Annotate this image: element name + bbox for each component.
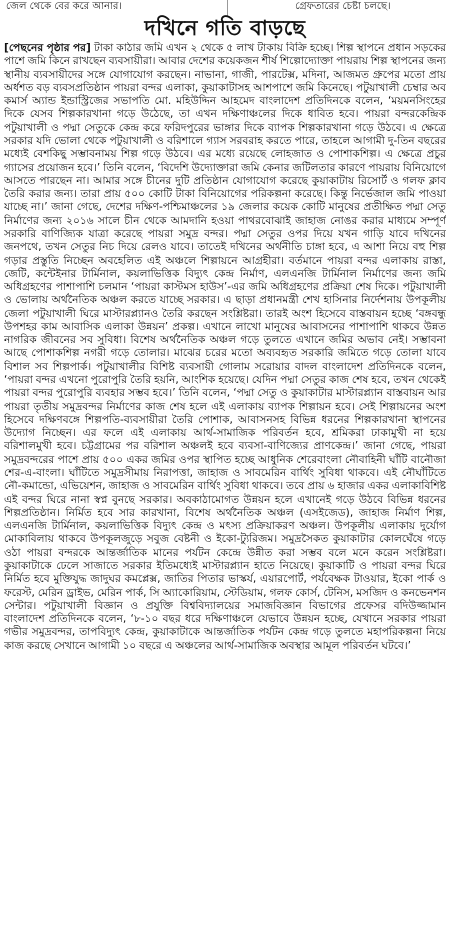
continuation-marker: [পেছনের পৃষ্ঠার পর] [4, 42, 91, 54]
column-divider [227, 0, 228, 16]
previous-column-right-text: গ্রেফতারের চেষ্টা চলছে। [295, 1, 391, 12]
article-headline: দখিনে গতি বাড়ছে [144, 15, 306, 40]
article-body [4, 42, 446, 932]
previous-article-tail [0, 0, 450, 16]
previous-column-left-text: জেল থেকে বের করে আনার। [6, 1, 122, 12]
article-text: টাকা কাঠার জমি এখন ২ থেকে ৫ লাখ টাকায় বিক্রি হচ্ছে। শিল্প স্থাপনে প্রধান সড়কের পাশে জমি কিনে রাখছেন ব্যবসায়ীরা। আবার দেশের কয়েকজন শীর্ষ শিল্পোদ্যোক্তা পায়রায় শিল্প স্থাপনের জন্য স্থানীয় ব্যবসায়ীদের সঙ্গে যোগাযোগ করছেন। নাভানা, গাজী, পারটেক্স, মদিনা, আজমত গ্রুপের মতো প্রায় অর্ধশত বড় ব্যবসপ্রতিষ্ঠান পায়রা বন্দর এলাকা, কুয়াকাটাসহ আশপাশে জমি কিনেছে। পটুয়াখালী চেম্বার অব কমার্স অ্যান্ড ইন্ডাস্ট্রিজের সভাপতি মো. মহিউদ্দিন আহমেদ বাংলাদেশ প্রতিদিনকে বলেন, ‘ময়মনসিংহের দিকে যেসব শিল্পকারখানা গড়ে উঠেছে, তা এখন দক্ষিণাঞ্চলের দিকে ধাবিত হবে। পায়রা বন্দরকেন্দ্রিক পটুয়াখালী ও পদ্মা সেতুকে কেন্দ্র করে ফরিদপুরের ভাঙ্গার দিকে ব্যাপক শিল্পকারখানা গড়ে উঠবে। এ ক্ষেত্রে সরকার যদি ভোলা থেকে পটুয়াখালী ও বরিশালে গ্যাস সরবরাহ করতে পারে, তাহলে আগামী দু-তিন বছরের মধ্যেই বেশকিছু সম্ভাবনাময় শিল্প গড়ে উঠবে। এর মধ্যে রয়েছে লোহজাত ও পোশাকশিল্প। এ ক্ষেত্রে প্রচুর গ্যাসের প্রয়োজন হবে।’ তিনি বলেন, ‘বিদেশি উদ্যোক্তারা জমি কেনার জটিলতার কারণে পায়রায় বিনিয়োগে আসতে পারছেন না। আমার সঙ্গে চীনের দুটি প্রতিষ্ঠান যোগাযোগ করেছে কুয়াকাটায় রিসোর্ট ও গলফ ক্লাব তৈরি করার জন্য। তারা প্রায় ৫০০ কোটি টাকা বিনিয়োগের পরিকল্পনা করেছে। কিন্তু নির্ভেজাল জমি পাওয়া যাচ্ছে না।’ জানা গেছে, দেশের দক্ষিণ-পশ্চিমাঞ্চলের ১৯ জেলার কয়েক কোটি মানুষের প্রতীক্ষিত পদ্মা সেতু নির্মাণের জন্য ২০১৬ সালে চীন থেকে আমদানি হওয়া পাথরবোঝাই জাহাজ নোঙর করার মাধ্যমে সম্পূর্ণ সরকারি বাণিজ্যিক যাত্রা করেছে পায়রা সমুদ্র বন্দর। পদ্মা সেতুর ওপর দিয়ে যখন গাড়ি যাবে দখিনের জনপথে, তখন সেতুর নিচ দিয়ে রেলও যাবে। তাতেই দখিনের অর্থনীতি চাঙ্গা হবে, এ আশা নিয়ে বহু শিল্প গড়ার প্রস্তুতি নিচ্ছেন অবহেলিত এই অঞ্চলে শিল্পায়নে আগ্রহীরা। বর্তমানে পায়রা বন্দর এলাকায় রাস্তা, জেটি, কন্টেইনার টার্মিনাল, কয়লাভিত্তিক বিদ্যুৎ কেন্দ্র নির্মাণ, এলএনজি টার্মিনাল নির্মাণের জন্য জমি অধিগ্রহণের পাশাপাশি চলমান ‘পায়রা কাস্টমস হাউস’-এর জমি অধিগ্রহণের প্রক্রিয়া শেষ দিকে। পটুয়াখালী ও ভোলায় অর্থনৈতিক অঞ্চল করতে যাচ্ছে সরকার। এ ছাড়া প্রধানমন্ত্রী শেখ হাসিনার নির্দেশনায় উপকূলীয় জেলা পটুয়াখালী ঘিরে মাস্টারপ্ল্যানও তৈরি করছেন সংশ্লিষ্টরা। তারই অংশ হিসেবে বাস্তবায়ন হচ্ছে ‘বঙ্গবন্ধু উপশহর কাম আবাসিক এলাকা উন্নয়ন’ প্রকল্প। এখানে লাখো মানুষের আবাসনের পাশাপাশি থাকবে উন্নত নাগরিক জীবনের সব সুবিধা। বিশেষ অর্থনৈতিক অঞ্চল গড়ে তুলতে এখানে জমির অভাব নেই। সম্ভাবনা আছে পোশাকশিল্প নগরী গড়ে তোলার। মাঝের চরের মতো অব্যবহৃত সরকারি জমিতে গড়ে তোলা যাবে বিশাল সব শিল্পপার্ক। পটুয়াখালীর বিশিষ্ট ব্যবসায়ী গোলাম সরোয়ার বাদল বাংলাদেশ প্রতিদিনকে বলেন, ‘পায়রা বন্দর এখনো পুরোপুরি তৈরি হয়নি, আংশিক হয়েছে। যেদিন পদ্মা সেতুর কাজ শেষ হবে, তখন থেকেই পায়রা বন্দর পুরোপুরি ব্যবহার সম্ভব হবে।’ তিনি বলেন, ‘পদ্মা সেতু ও কুয়াকাটার মাস্টারপ্ল্যান বাস্তবায়ন আর পায়রা তৃতীয় সমুদ্রবন্দর নির্মাণের কাজ শেষ হলে এই এলাকায় ব্যাপক শিল্পায়ন হবে। সেই শিল্পায়নের অংশ হিসেবে দক্ষিণবঙ্গে শিল্পপতি-ব্যবসায়ীরা তৈরি পোশাক, আবাসনসহ বিভিন্ন ধরনের শিল্পকারখানা স্থাপনের উদ্যোগ নিচ্ছেন। এর ফলে এই এলাকায় আর্থ-সামাজিক পরিবর্তন হবে, শ্রমিকরা ঢাকামুখী না হয়ে বরিশালমুখী হবে। চট্টগ্রামের পর বরিশাল অঞ্চলই হবে ব্যবসা-বাণিজ্যের প্রাণকেন্দ্র।’ জানা গেছে, পায়রা সমুদ্রবন্দরের পাশে প্রায় ৫০০ একর জমির ওপর স্থাপিত হচ্ছে আধুনিক শেরেবাংলা নৌবাহিনী ঘাঁটি বানৌজা শের-এ-বাংলা। ঘাঁটিতে সমুদ্রসীমায় নিরাপত্তা, জাহাজ ও সাবমেরিন বার্থিং সুবিধা থাকবে। এই নৌঘাঁটিতে নৌ-কমান্ডো, এভিয়েশন, জাহাজ ও সাবমেরিন বার্থিং সুবিধা থাকবে। তবে প্রায় ৬ হাজার একর এলাকাবিশিষ্ট এই বন্দর ঘিরে নানা স্বপ্ন বুনছে সরকার। অবকাঠামোগত উন্নয়ন হলে এখানেই গড়ে উঠবে বিভিন্ন ধরনের শিল্পপ্রতিষ্ঠান। নির্মিত হবে সার কারখানা, বিশেষ অর্থনৈতিক অঞ্চল (এসইজেড), জাহাজ নির্মাণ শিল্প, এলএনজি টার্মিনাল, কয়লাভিত্তিক বিদ্যুৎ কেন্দ্র ও মৎস্য প্রক্রিয়াকরণ অঞ্চল। উপকূলীয় এলাকায় দুর্যোগ মোকাবিলায় থাকবে উপকূলজুড়ে সবুজ বেষ্টনী ও ইকো-ট্যুরিজম। সমুদ্রসৈকত কুয়াকাটার কোলঘেঁষে গড়ে ওঠা পায়রা বন্দরকে আন্তর্জাতিক মানের পর্যটন কেন্দ্রে উন্নীত করা সম্ভব বলে মনে করেন সংশ্লিষ্টরা। কুয়াকাটাকে ঢেলে সাজাতে সরকার ইতিমধ্যেই মাস্টারপ্ল্যান হাতে নিয়েছে। কুয়াকাটি ও পায়রা বন্দর ঘিরে নির্মিত হবে মুক্তিযুদ্ধ জাদুঘর কমপ্লেক্স, জাতির পিতার ভাস্কর্য, এয়ারপোর্ট, পর্যবেক্ষক টাওয়ার, ইকো পার্ক ও ফরেস্ট, মেরিন ড্রাইভ, মেরিন পার্ক, সি অ্যাকোরিয়াম, স্টেডিয়াম, গলফ কোর্স, টেনিস, মসজিদ ও কনভেনশন সেন্টার। পটুয়াখালী বিজ্ঞান ও প্রযুক্তি বিশ্ববিদ্যালয়ের সমাজবিজ্ঞান বিভাগের প্রফেসর বদিউজ্জামান বাংলাদেশ প্রতিদিনকে বলেন, ‘৮-১০ বছর ধরে দক্ষিণাঞ্চলে যেভাবে উন্নয়ন হচ্ছে, যেখানে সরকার পায়রা গভীর সমুদ্রবন্দর, তাপবিদ্যুৎ কেন্দ্র, কুয়াকাটাকে আন্তর্জাতিক পর্যটন কেন্দ্র গড়ে তুলতে মহাপরিকল্পনা নিয়ে কাজ করছে সেখানে আগামী ১০ বছরে এ অঞ্চলের আর্থ-সামাজিক অবস্থার আমূল পরিবর্তন ঘটবে।’ [4, 42, 446, 652]
